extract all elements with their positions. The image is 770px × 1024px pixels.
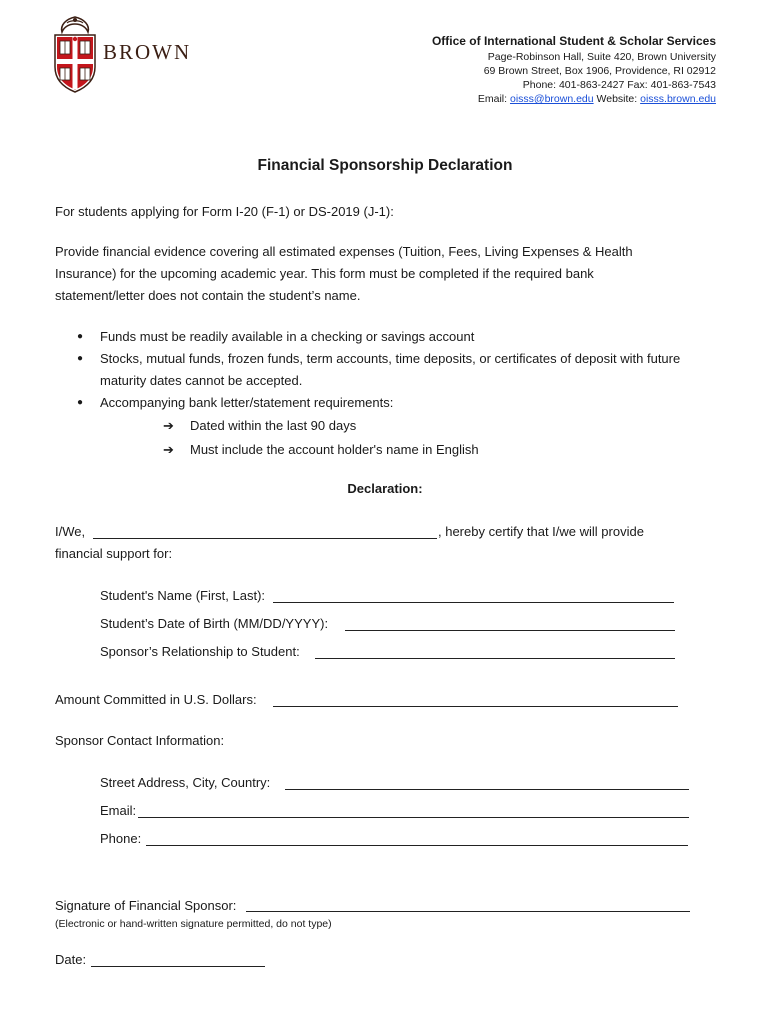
- relationship-label: Sponsor’s Relationship to Student:: [100, 644, 300, 659]
- date-field[interactable]: [91, 966, 265, 967]
- street-field[interactable]: [285, 789, 689, 790]
- office-name: Office of International Student & Scholar Services: [431, 34, 716, 48]
- logo-wordmark: BROWN: [103, 40, 192, 64]
- phone-field[interactable]: [146, 845, 688, 846]
- sponsor-name-field[interactable]: [93, 538, 437, 539]
- bank-letter-requirements: [163, 414, 479, 462]
- list-item: ● Accompanying bank letter/statement requirements:: [77, 392, 697, 414]
- list-item-text: Must include the account holder's name in English: [190, 442, 479, 457]
- office-address-line-1: Page-Robinson Hall, Suite 420, Brown University: [487, 51, 716, 63]
- amount-label: Amount Committed in U.S. Dollars:: [55, 692, 257, 707]
- website-link[interactable]: oisss.brown.edu: [640, 93, 716, 105]
- office-contact-block: [432, 33, 716, 106]
- contact-heading: Sponsor Contact Information:: [55, 733, 225, 748]
- list-item: ● Funds must be readily available in a checking or savings account: [77, 326, 697, 348]
- intro-text: For students applying for Form I-20 (F-1) or DS-2019 (J-1):: [55, 204, 394, 219]
- list-item: [163, 438, 479, 462]
- student-dob-field[interactable]: [345, 630, 675, 631]
- student-name-label: Student's Name (First, Last):: [100, 588, 266, 603]
- brown-logo: [52, 15, 202, 95]
- office-phone-fax: Phone: 401-863-2427 Fax: 401-863-7543: [522, 79, 716, 91]
- arrow-icon: ➔: [163, 442, 174, 457]
- date-label: Date:: [55, 952, 87, 967]
- amount-field[interactable]: [273, 706, 678, 707]
- list-item: [163, 414, 479, 438]
- evidence-paragraph: Provide financial evidence covering all estimated expenses (Tuition, Fees, Living Expenses & Health Insurance) for the upcoming academic year. This form must be completed if the required bank statement/letter does not contain the student’s name.: [55, 244, 633, 303]
- brown-shield-icon: [52, 15, 98, 93]
- email-link[interactable]: oisss@brown.edu: [509, 93, 594, 105]
- iwe-prefix: I/We,: [55, 524, 86, 539]
- signature-field[interactable]: [246, 911, 690, 912]
- website-label: Website:: [596, 93, 638, 105]
- list-item: ● Stocks, mutual funds, frozen funds, term accounts, time deposits, or certificates of deposit with future maturity dates cannot be accepted.: [77, 348, 697, 392]
- form-title: Financial Sponsorship Declaration: [257, 157, 513, 174]
- signature-label: Signature of Financial Sponsor:: [55, 898, 237, 913]
- requirements-list: [77, 326, 697, 414]
- email-field[interactable]: [138, 817, 689, 818]
- student-dob-label: Student’s Date of Birth (MM/DD/YYYY):: [100, 616, 329, 631]
- declaration-heading: Declaration:: [347, 481, 423, 496]
- iwe-continuation: financial support for:: [55, 546, 173, 561]
- arrow-icon: ➔: [163, 418, 174, 433]
- relationship-field[interactable]: [315, 658, 675, 659]
- phone-field-label: Phone:: [100, 831, 142, 846]
- email-field-label: Email:: [100, 803, 137, 818]
- email-label: Email:: [477, 93, 508, 105]
- office-address-line-2: 69 Brown Street, Box 1906, Providence, RI 02912: [483, 65, 716, 77]
- signature-note: (Electronic or hand-written signature permitted, do not type): [55, 918, 332, 930]
- street-label: Street Address, City, Country:: [100, 775, 271, 790]
- list-item-text: Dated within the last 90 days: [190, 418, 357, 433]
- office-email-web: [432, 92, 716, 106]
- student-name-field[interactable]: [273, 602, 674, 603]
- iwe-suffix: , hereby certify that I/we will provide: [438, 524, 644, 539]
